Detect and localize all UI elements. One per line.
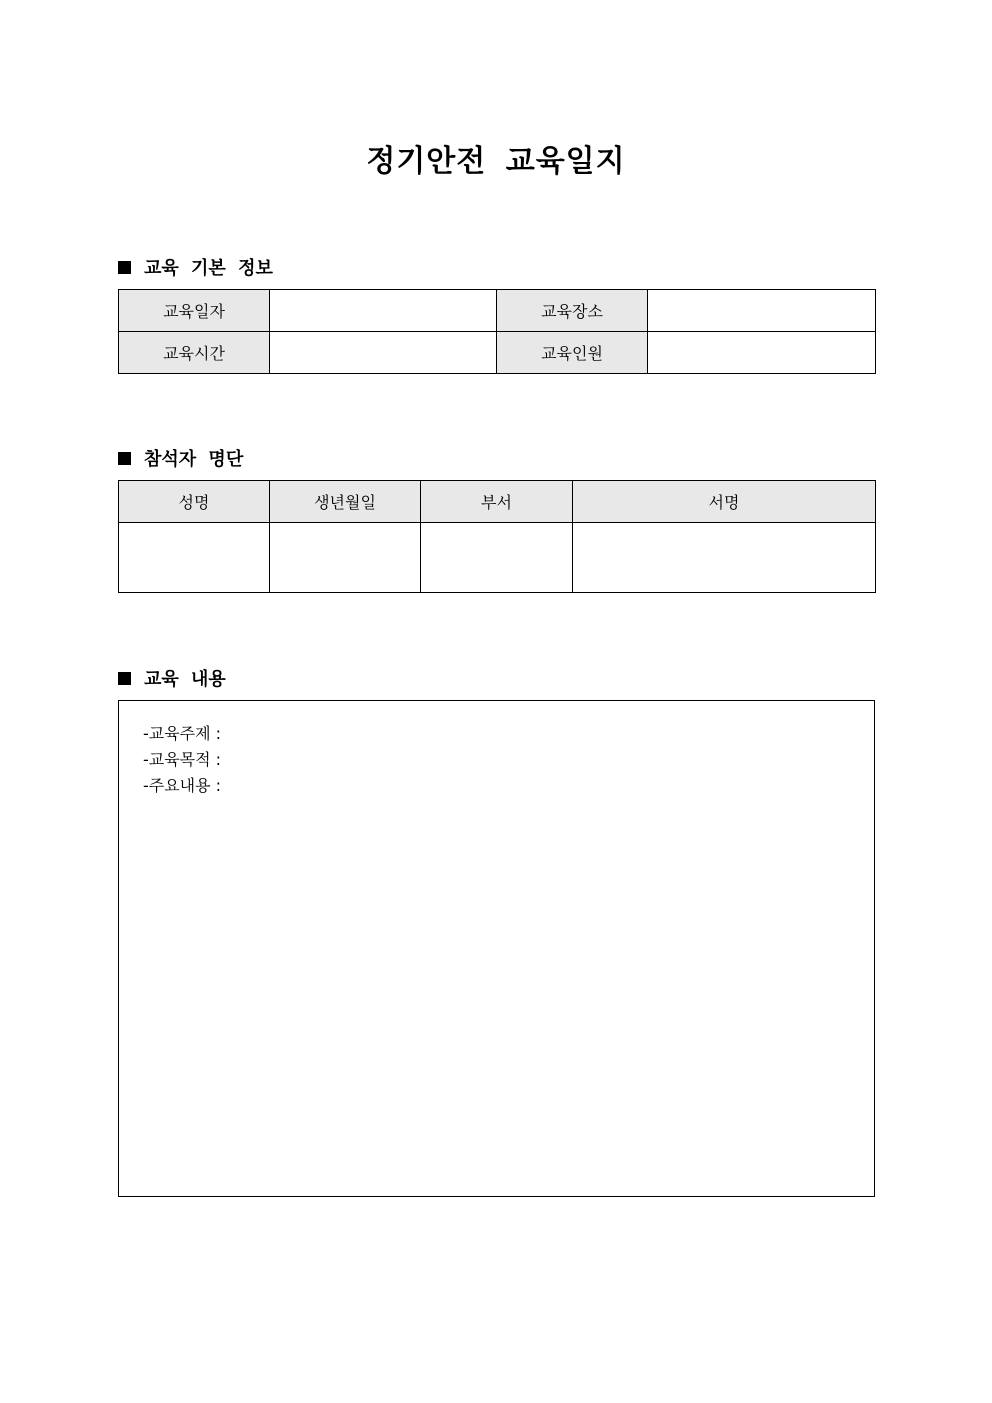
section-heading-label: 참석자 명단: [144, 449, 244, 470]
column-header-signature: 서명: [573, 481, 876, 523]
section-heading-label: 교육 내용: [144, 669, 226, 690]
section-heading-label: 교육 기본 정보: [144, 258, 273, 279]
section-heading-content: [118, 665, 226, 691]
column-header-birthdate: 생년월일: [270, 481, 421, 523]
label-cell-education-date: 교육일자: [119, 290, 270, 332]
input-cell-education-time[interactable]: [270, 332, 497, 374]
cell-signature[interactable]: [573, 523, 876, 593]
basic-info-table: [118, 289, 876, 374]
attendees-table: [118, 480, 876, 593]
column-header-name: 성명: [119, 481, 270, 523]
section-heading-attendees: [118, 445, 243, 471]
content-line-main: -주요내용 :: [143, 776, 222, 795]
label-cell-education-time: 교육시간: [119, 332, 270, 374]
column-header-department: 부서: [421, 481, 573, 523]
cell-birthdate[interactable]: [270, 523, 421, 593]
square-bullet-icon: [118, 261, 131, 274]
cell-name[interactable]: [119, 523, 270, 593]
table-row: [119, 290, 876, 332]
label-cell-education-place: 교육장소: [497, 290, 648, 332]
content-lines: [143, 721, 221, 799]
square-bullet-icon: [118, 672, 131, 685]
content-line-topic: -교육주제 :: [143, 724, 222, 743]
label-cell-education-headcount: 교육인원: [497, 332, 648, 374]
table-row: [119, 332, 876, 374]
cell-department[interactable]: [421, 523, 573, 593]
table-row: [119, 523, 876, 593]
page-title: 정기안전 교육일지: [366, 144, 626, 179]
input-cell-education-headcount[interactable]: [648, 332, 876, 374]
input-cell-education-date[interactable]: [270, 290, 497, 332]
content-line-purpose: -교육목적 :: [143, 750, 222, 769]
table-header-row: [119, 481, 876, 523]
square-bullet-icon: [118, 452, 131, 465]
section-heading-basic-info: [118, 254, 273, 280]
education-content-box[interactable]: [118, 700, 875, 1197]
input-cell-education-place[interactable]: [648, 290, 876, 332]
